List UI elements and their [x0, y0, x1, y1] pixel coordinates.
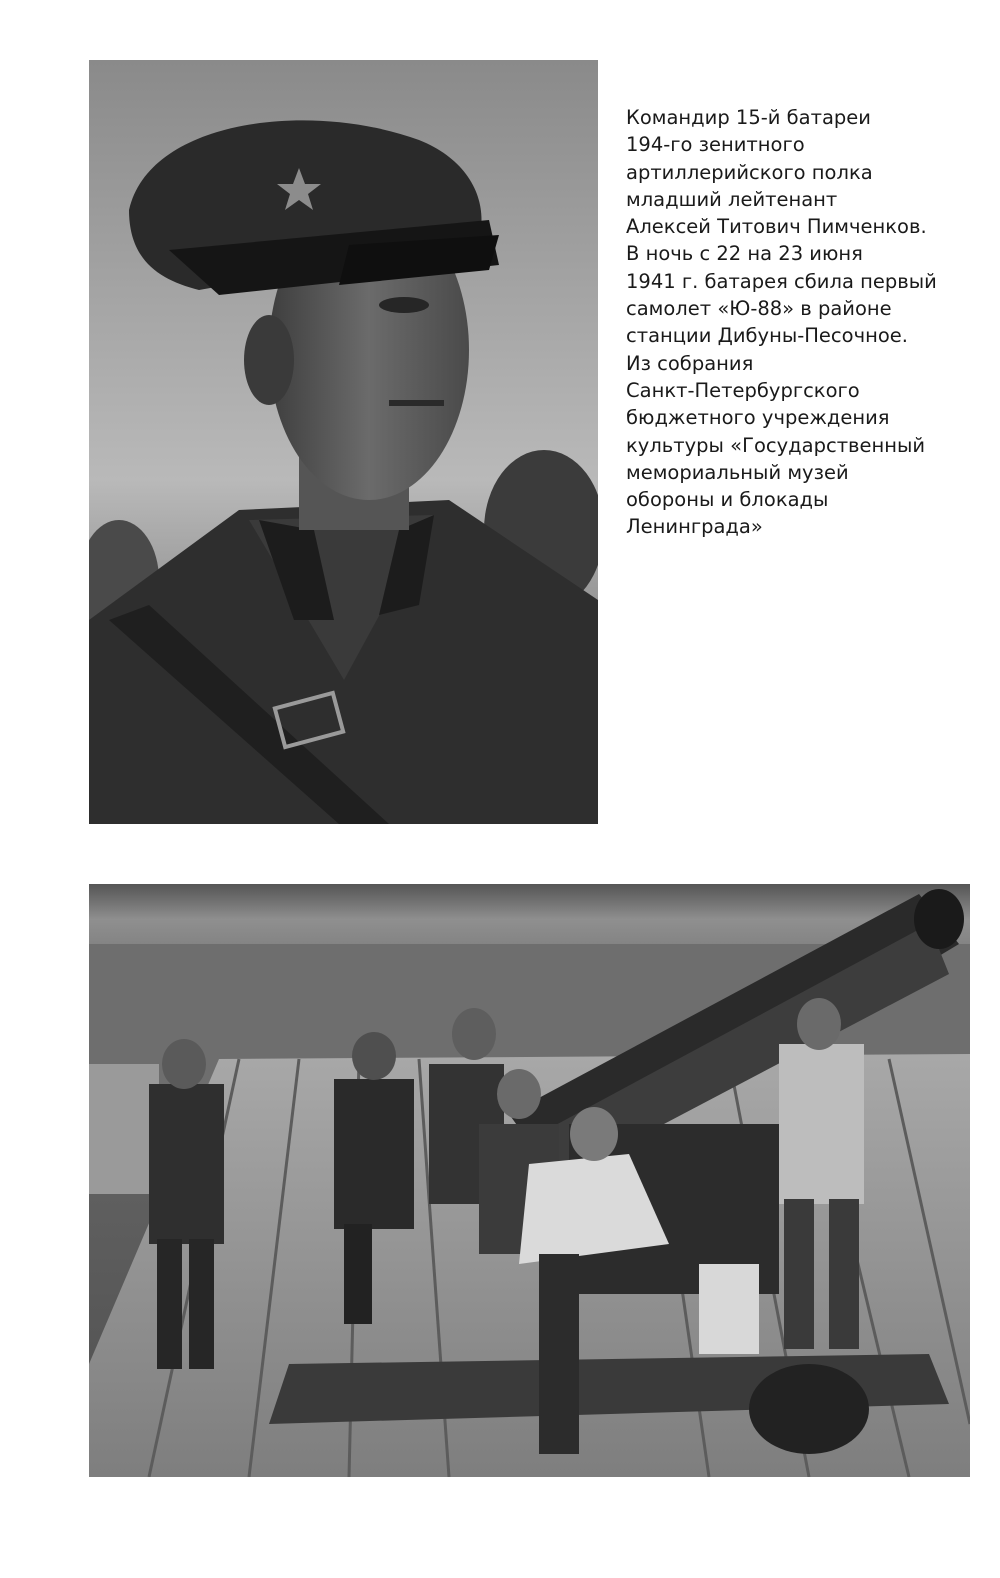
caption-line: артиллерийского полка	[626, 160, 873, 184]
caption-line: младший лейтенант	[626, 187, 838, 211]
officer-portrait-illustration	[89, 60, 598, 824]
caption-line: Ленинграда»	[626, 515, 763, 539]
caption-line: бюджетного учреждения	[626, 406, 890, 430]
caption-line: мемориальный музей	[626, 460, 849, 484]
caption-line: самолет «Ю-88» в районе	[626, 297, 892, 321]
caption-line: Из собрания	[626, 351, 754, 375]
officer-portrait-photo	[89, 60, 598, 824]
caption-line: станции Дибуны-Песочное.	[626, 324, 908, 348]
caption-line: культуры «Государственный	[626, 433, 926, 457]
anti-aircraft-crew-photo	[89, 884, 970, 1477]
caption-line: Санкт-Петербургского	[626, 378, 860, 402]
caption-line: обороны и блокады	[626, 488, 829, 512]
caption-line: 1941 г. батарея сбила первый	[626, 269, 937, 293]
photo-caption	[626, 104, 976, 541]
caption-line: Алексей Титович Пимченков.	[626, 215, 927, 239]
caption-line: Командир 15-й батареи	[626, 106, 871, 129]
anti-aircraft-crew-illustration	[89, 884, 970, 1477]
caption-line: В ночь с 22 на 23 июня	[626, 242, 863, 266]
caption-line: 194-го зенитного	[626, 133, 805, 157]
